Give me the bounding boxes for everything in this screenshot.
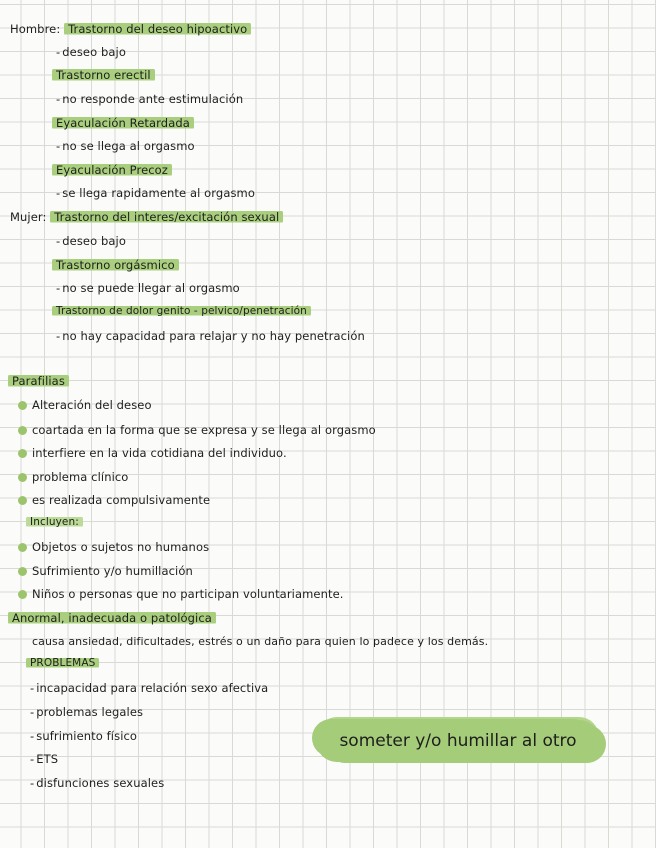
bullet-icon bbox=[18, 401, 27, 410]
bullet-icon bbox=[18, 426, 27, 435]
incluyen-item: Sufrimiento y/o humillación bbox=[18, 564, 193, 578]
parafilias-bullet: es realizada compulsivamente bbox=[18, 493, 210, 507]
anormal-desc: causa ansiedad, dificultades, estrés o un daño para quien lo padece y los demás. bbox=[32, 635, 489, 648]
parafilias-bullet: problema clínico bbox=[18, 470, 128, 484]
problemas-item: - incapacidad para relación sexo afectiva bbox=[30, 681, 269, 695]
mujer-label bbox=[10, 210, 283, 224]
parafilias-bullet: interfiere en la vida cotidiana del individuo. bbox=[18, 446, 287, 460]
problemas-item: - problemas legales bbox=[30, 705, 144, 719]
incluyen-item: Niños o personas que no participan voluntariamente. bbox=[18, 587, 344, 601]
mujer-item-title: Trastorno del interes/excitación sexual bbox=[50, 210, 283, 224]
hombre-label bbox=[10, 22, 251, 36]
bullet-icon bbox=[18, 543, 27, 552]
hombre-item-desc: - deseo bajo bbox=[56, 45, 126, 59]
parafilias-title: Parafilias bbox=[8, 374, 69, 388]
incluyen-label: Incluyen: bbox=[26, 516, 83, 528]
hombre-item-title: Eyaculación Precoz bbox=[52, 163, 172, 177]
bullet-icon bbox=[18, 496, 27, 505]
callout-text: someter y/o humillar al otro bbox=[339, 731, 577, 751]
hombre-item-desc: - se llega rapidamente al orgasmo bbox=[56, 186, 255, 200]
problemas-title: PROBLEMAS bbox=[26, 657, 99, 669]
hombre-item-title: Trastorno del deseo hipoactivo bbox=[64, 22, 251, 36]
problemas-item: - disfunciones sexuales bbox=[30, 776, 165, 790]
callout-bubble bbox=[316, 720, 600, 762]
incluyen-item: Objetos o sujetos no humanos bbox=[18, 540, 209, 554]
hombre-item-title: Trastorno erectil bbox=[52, 68, 155, 82]
hombre-item-desc: - no responde ante estimulación bbox=[56, 92, 244, 106]
bullet-icon bbox=[18, 449, 27, 458]
mujer-item-desc: - no se puede llegar al orgasmo bbox=[56, 281, 240, 295]
hombre-item-desc: - no se llega al orgasmo bbox=[56, 139, 195, 153]
problemas-item: - ETS bbox=[30, 752, 59, 766]
bullet-icon bbox=[18, 473, 27, 482]
mujer-item-desc: - no hay capacidad para relajar y no hay penetración bbox=[56, 329, 365, 343]
problemas-item: - sufrimiento físico bbox=[30, 729, 138, 743]
bullet-icon bbox=[18, 567, 27, 576]
bullet-icon bbox=[18, 590, 27, 599]
hombre-item-title: Eyaculación Retardada bbox=[52, 116, 194, 130]
mujer-label-text: Mujer: bbox=[10, 210, 47, 224]
mujer-item-title: Trastorno de dolor genito - pelvico/penetración bbox=[52, 305, 311, 317]
hombre-label-text: Hombre: bbox=[10, 22, 61, 36]
anormal-title: Anormal, inadecuada o patológica bbox=[8, 611, 216, 625]
mujer-item-desc: - deseo bajo bbox=[56, 234, 126, 248]
parafilias-bullet: Alteración del deseo bbox=[18, 398, 152, 412]
mujer-item-title: Trastorno orgásmico bbox=[52, 258, 179, 272]
parafilias-bullet: coartada en la forma que se expresa y se llega al orgasmo bbox=[18, 423, 376, 437]
